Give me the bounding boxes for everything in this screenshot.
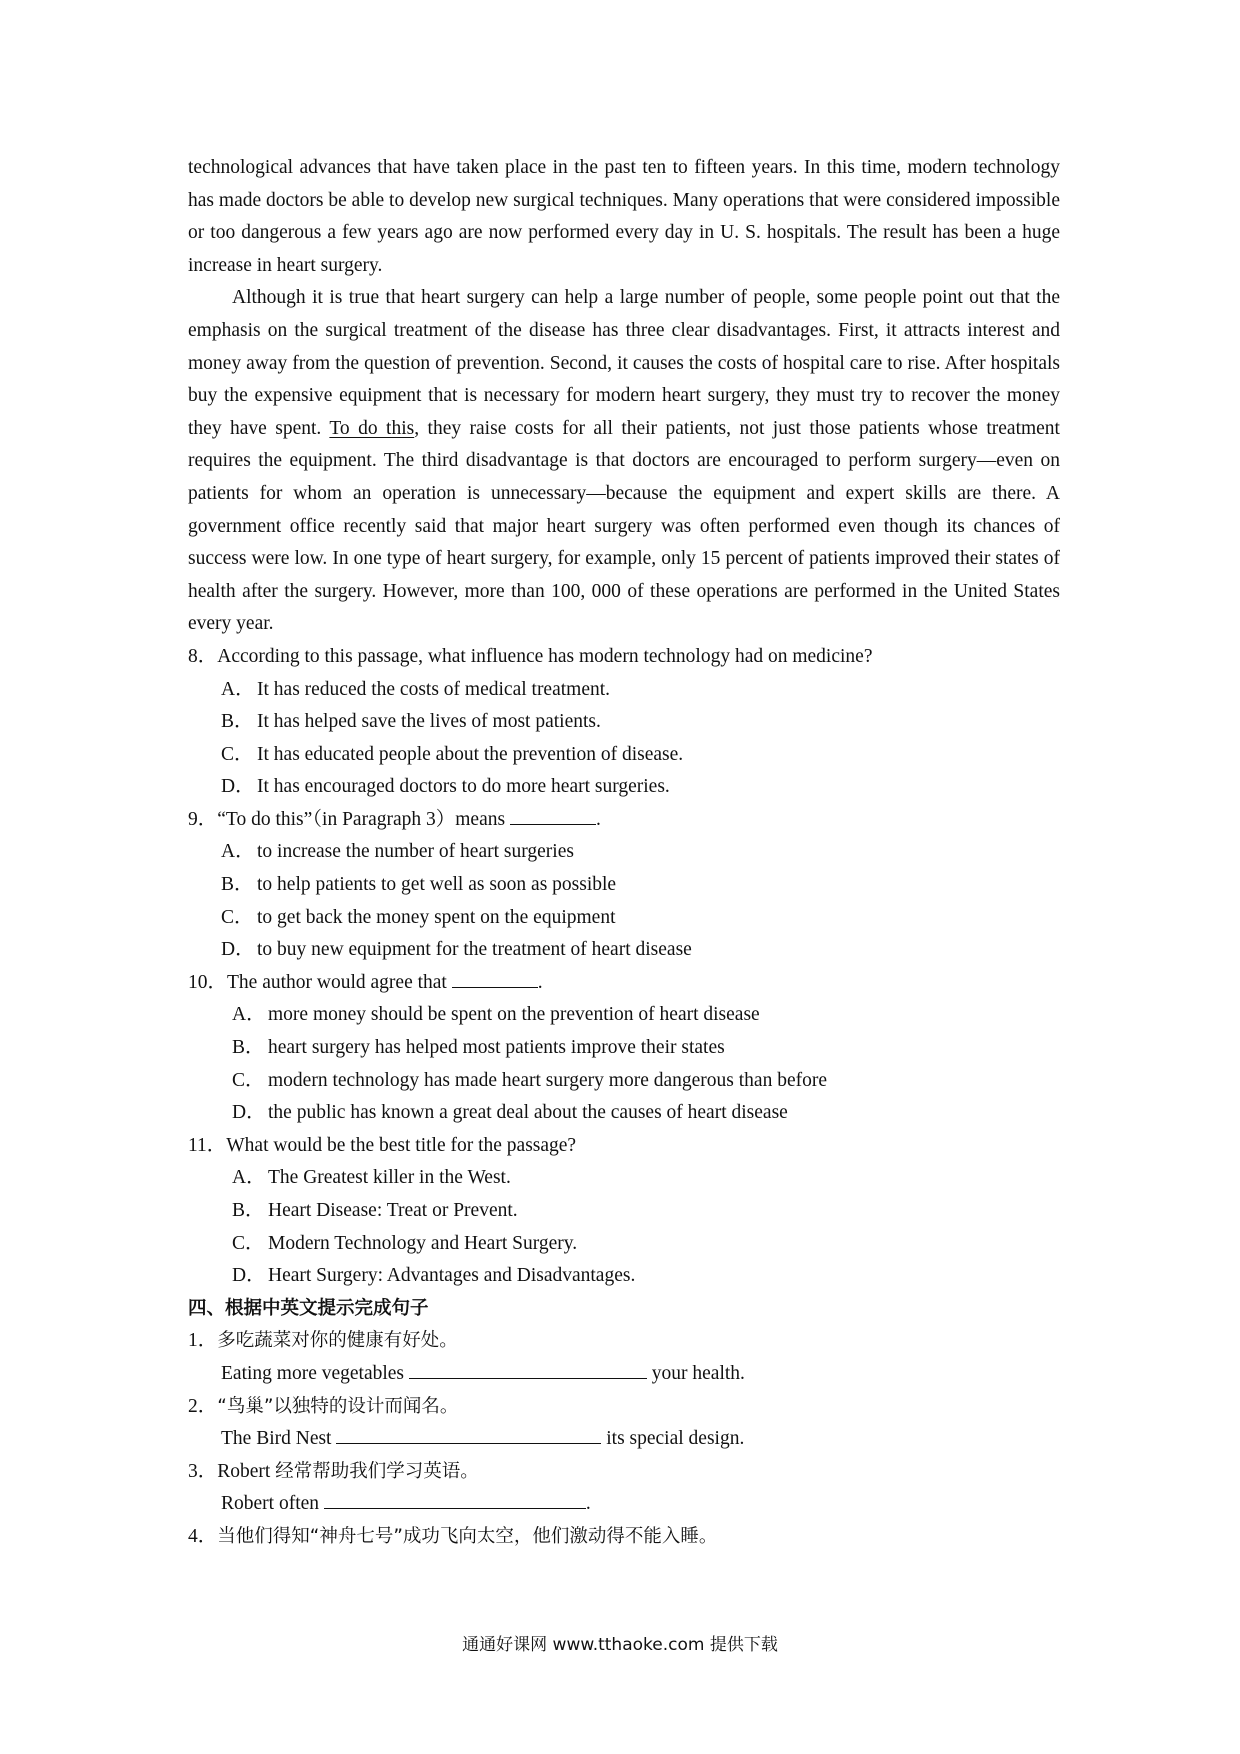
- fill-line-1: Eating more vegetables your health.: [221, 1358, 1060, 1391]
- question-10: 10．The author would agree that .: [188, 967, 1060, 1000]
- question-11: 11．What would be the best title for the passage?: [188, 1134, 577, 1156]
- fill-line-2: The Bird Nest its special design.: [221, 1423, 1060, 1456]
- translation-item-3: 3．Robert 经常帮助我们学习英语。: [188, 1460, 479, 1482]
- answer-blank[interactable]: [409, 1360, 647, 1379]
- option: A． It has reduced the costs of medical treatment.: [221, 678, 611, 700]
- option: B． heart surgery has helped most patients improve their states: [232, 1037, 725, 1059]
- question-9: 9．“To do this”（in Paragraph 3）means .: [188, 804, 1060, 837]
- question-8: 8．According to this passage, what influence has modern technology had on medicine?: [188, 645, 873, 667]
- option: A． The Greatest killer in the West.: [232, 1167, 511, 1189]
- translation-item-2: 2．“鸟巢”以独特的设计而闻名。: [188, 1395, 459, 1417]
- option: A． more money should be spent on the prevention of heart disease: [232, 1004, 760, 1026]
- option: D． to buy new equipment for the treatment of heart disease: [221, 939, 692, 961]
- passage-paragraph: technological advances that have taken place in the past ten to fifteen years. In this time, modern technology has made doctors be able to develop new surgical techniques. Many operations that were considered impossible or too dangerous a few years ago are now performed every day in U. S. hospitals. The result has been a huge increase in heart surgery.: [188, 157, 1060, 276]
- document-page: [188, 152, 1060, 1554]
- fill-line-3: Robert often .: [221, 1488, 1060, 1521]
- option: C． to get back the money spent on the equipment: [221, 906, 616, 928]
- translation-item-4: 4．当他们得知“神舟七号”成功飞向太空，他们激动得不能入睡。: [188, 1525, 718, 1547]
- option: D． Heart Surgery: Advantages and Disadvantages.: [232, 1265, 636, 1287]
- underlined-phrase: To do this: [329, 417, 415, 439]
- option: C． modern technology has made heart surgery more dangerous than before: [232, 1069, 827, 1091]
- option: C． Modern Technology and Heart Surgery.: [232, 1232, 578, 1254]
- option: A． to increase the number of heart surgeries: [221, 841, 574, 863]
- section-heading: 四、根据中英文提示完成句子: [188, 1297, 429, 1319]
- option: B． It has helped save the lives of most patients.: [221, 711, 601, 733]
- option: B． to help patients to get well as soon as possible: [221, 874, 617, 896]
- option: C． It has educated people about the prevention of disease.: [221, 743, 684, 765]
- answer-blank[interactable]: [336, 1425, 601, 1444]
- answer-blank[interactable]: [510, 806, 596, 825]
- option: D． the public has known a great deal about the causes of heart disease: [232, 1102, 788, 1124]
- option: D． It has encouraged doctors to do more heart surgeries.: [221, 776, 670, 798]
- answer-blank[interactable]: [452, 969, 538, 988]
- answer-blank[interactable]: [324, 1490, 586, 1509]
- page-footer: 通通好课网 www.tthaoke.com 提供下载: [462, 1635, 778, 1655]
- option: B． Heart Disease: Treat or Prevent.: [232, 1200, 518, 1221]
- passage-paragraph: Although it is true that heart surgery can help a large number of people, some people point out that the emphasis on the surgical treatment of the disease has three clear disadvantages. First, it attracts interest and money away from the question of prevention. Second, it causes the costs of hospital care to rise. After hospitals buy the expensive equipment that is necessary for modern heart surgery, they must try to recover the money they have spent. To do this, they raise costs for all their patients, not just those patients whose treatment requires the equipment. The third disadvantage is that doctors are encouraged to perform surgery—even on patients for whom an operation is unnecessary—because the equipment and expert skills are there. A government office recently said that major heart surgery was often performed even though its chances of success were low. In one type of heart surgery, for example, only 15 percent of patients improved their states of health after the surgery. However, more than 100, 000 of these operations are performed in the United States every year.: [188, 287, 1060, 635]
- translation-item-1: 1．多吃蔬菜对你的健康有好处。: [188, 1330, 458, 1352]
